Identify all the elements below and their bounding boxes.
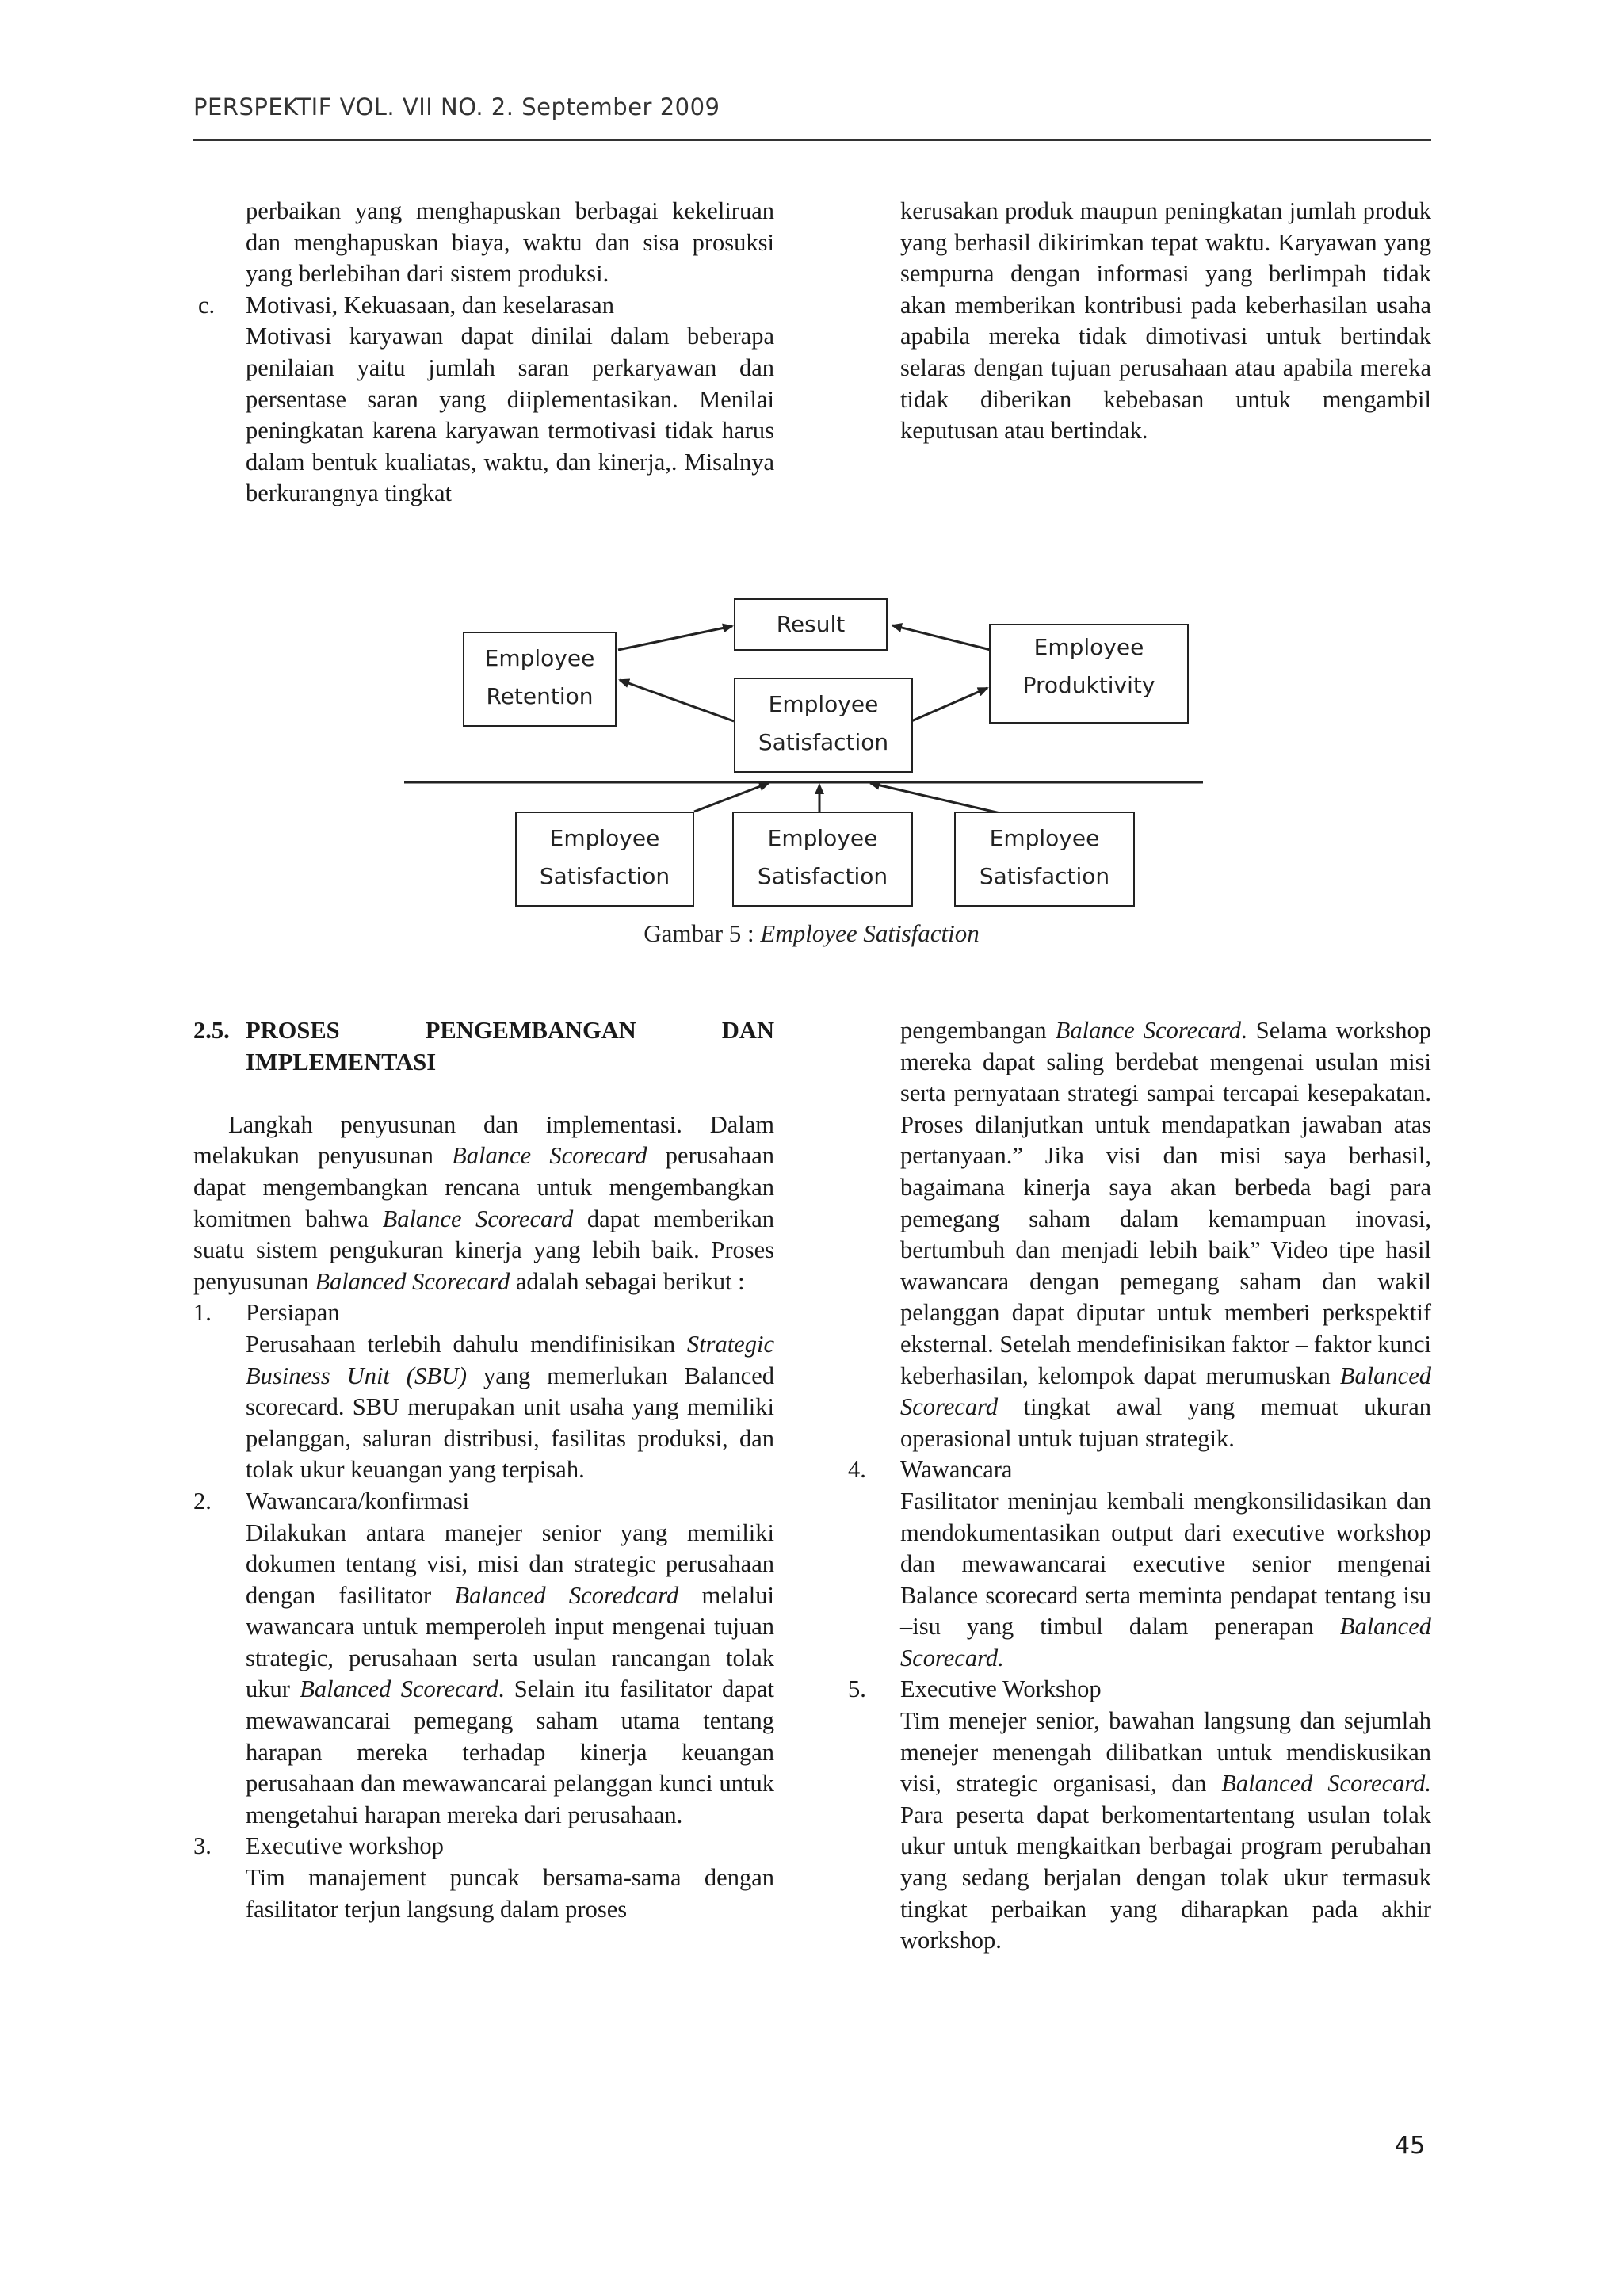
list-item-4-body xyxy=(900,1486,1431,1675)
list-item-5 xyxy=(848,1674,1431,1956)
section-number: 2.5. xyxy=(193,1017,230,1044)
intro-text-e: dapat memberikan suatu sistem pengukuran kinerja yang lebih baik. Proses penyusunan xyxy=(193,1205,774,1295)
caption-italic: Employee Satisfaction xyxy=(760,919,980,947)
item2-text-c: melalui wawancara untuk memperoleh input mengenai tujuan strategic, perusahaan serta usulan rancangan tolak ukur xyxy=(246,1581,774,1703)
section-title-word3: DAN xyxy=(721,1017,774,1044)
list-item-c xyxy=(193,290,774,510)
box-bottom-mid-line2: Satisfaction xyxy=(757,863,888,889)
box-bottom-mid xyxy=(732,812,913,907)
list-item-5-body xyxy=(900,1706,1431,1957)
arrow-satisfaction-to-retention xyxy=(620,680,734,721)
box-bottom-left-line2: Satisfaction xyxy=(539,863,670,889)
box-employee-productivity xyxy=(989,624,1189,724)
item1-text-c: yang memerlukan Balanced scorecard. SBU merupakan unit usaha yang memiliki pelanggan, saluran distribusi, fasilitas produksi, dan tolak ukur keuangan yang terpisah. xyxy=(246,1362,774,1484)
list-item-5-title: Executive Workshop xyxy=(900,1675,1102,1703)
intro-text-g: adalah sebagai berikut : xyxy=(510,1267,745,1295)
item1-text-a: Perusahaan terlebih dahulu mendifinisikan xyxy=(246,1330,687,1358)
arrow-satisfaction-to-productivity xyxy=(911,688,987,721)
section-heading xyxy=(193,1015,774,1078)
intro-italic-f: Balanced Scorecard xyxy=(315,1267,510,1295)
box-bottom-left-line1: Employee xyxy=(549,825,660,851)
item4-italic-b: Balanced Scorecard. xyxy=(900,1613,1431,1671)
list-number-2: 2. xyxy=(193,1487,212,1515)
box-result-label: Result xyxy=(776,611,846,637)
top-right-paragraph: kerusakan produk maupun peningkatan jumlah produk yang berhasil dikirimkan tepat waktu. Karyawan yang sempurna dengan informasi yang berlimpah tidak akan memberikan kontribusi pada keberhasilan usaha apabila mereka tidak dimotivasi untuk bertindak selaras dengan tujuan perusahaan atau apabila mereka tidak diberikan kebebasan untuk mengambil keputusan atau bertindak. xyxy=(900,197,1431,445)
list-item-3 xyxy=(193,1831,774,1925)
item5-text-a: Tim menejer senior, bawahan langsung dan sejumlah menejer menengah dilibatkan untuk mendiskusikan visi, strategic organisasi, dan xyxy=(900,1707,1431,1797)
section-title-line1 xyxy=(246,1015,774,1047)
intro-text-a: Langkah penyusunan dan implementasi. Dalam melakukan penyusunan xyxy=(193,1110,774,1170)
cont-text-e: tingkat awal yang memuat ukuran operasional untuk tujuan strategik. xyxy=(900,1393,1431,1452)
top-left-column xyxy=(193,196,774,510)
intro-text-c: perusahaan dapat mengembangkan rencana untuk mengembangkan komitmen bahwa xyxy=(193,1142,774,1232)
arrow-retention-to-result xyxy=(618,626,732,650)
box-bottom-right-line1: Employee xyxy=(989,825,1100,851)
box-bottom-mid-line1: Employee xyxy=(767,825,878,851)
intro-italic-d: Balance Scorecard xyxy=(382,1205,574,1232)
running-header: PERSPEKTIF VOL. VII NO. 2. September 2009 xyxy=(193,94,720,120)
list-item-2-title: Wawancara/konfirmasi xyxy=(246,1487,470,1515)
section-title-line2: IMPLEMENTASI xyxy=(246,1048,437,1075)
item2-italic-b: Balanced Scoredcard xyxy=(454,1581,679,1609)
cont-text-a: pengembangan xyxy=(900,1017,1056,1044)
box-bottom-left xyxy=(515,812,694,907)
intro-italic-b: Balance Scorecard xyxy=(452,1142,647,1170)
section-title-word1: PROSES xyxy=(246,1017,340,1044)
header-rule xyxy=(193,139,1431,141)
list-number-4: 4. xyxy=(848,1456,866,1484)
arrow-productivity-to-result xyxy=(892,625,991,650)
cont-text-c: . Selama workshop mereka dapat saling berdebat mengenai usulan misi serta pernyataan strategi sampai tercapai kesepakatan. Proses dilanjutkan untuk mendapatkan jawaban atas pertanyaan.” Jika visi dan misi saya berhasil, bagaimana kinerja saya akan berbeda bagi para pemegang saham dalam kemampuan inovasi, bertumbuh dan menjadi lebih baik” Video tipe hasil wawancara dengan pemegang saham dan wakil pelanggan dapat diputar untuk memberi perkspektif eksternal. Setelah mendefinisikan faktor – faktor kunci keberhasilan, kelompok dapat merumuskan xyxy=(900,1017,1432,1389)
box-productivity-line2: Produktivity xyxy=(1022,672,1155,698)
box-satisfaction-line1: Employee xyxy=(768,691,879,717)
item1-italic-b: Strategic Business Unit (SBU) xyxy=(246,1330,774,1389)
list-item-3-title: Executive workshop xyxy=(246,1832,444,1860)
item5-italic-b: Balanced Scorecard. xyxy=(1221,1770,1431,1797)
item3-continued xyxy=(900,1015,1431,1454)
box-retention-line2: Retention xyxy=(486,683,594,709)
box-retention-line1: Employee xyxy=(484,645,595,671)
list-item-2 xyxy=(193,1486,774,1832)
box-bottom-right xyxy=(954,812,1135,907)
box-productivity-line1: Employee xyxy=(1033,634,1144,660)
arrow-bottom-left-up xyxy=(694,783,769,812)
cont-italic-d: Balanced Scorecard xyxy=(900,1362,1431,1421)
list-number-5: 5. xyxy=(848,1675,866,1703)
box-satisfaction-line2: Satisfaction xyxy=(758,729,889,755)
list-item-4 xyxy=(848,1454,1431,1674)
figure-caption xyxy=(0,919,1623,948)
list-number-3: 3. xyxy=(193,1832,212,1860)
list-item-4-title: Wawancara xyxy=(900,1456,1013,1484)
list-item-3-body: Tim manajement puncak bersama-sama dengan fasilitator terjun langsung dalam proses xyxy=(246,1864,774,1923)
list-item-1-body xyxy=(246,1329,774,1486)
caption-prefix: Gambar 5 : xyxy=(643,919,761,947)
box-employee-satisfaction-center xyxy=(734,678,913,773)
list-item-1-title: Persiapan xyxy=(246,1299,340,1327)
cont-italic-b: Balance Scorecard xyxy=(1055,1017,1241,1044)
list-item-1 xyxy=(193,1297,774,1486)
box-bottom-right-line2: Satisfaction xyxy=(979,863,1110,889)
lower-right-column xyxy=(848,1015,1432,1957)
arrow-bottom-right-up xyxy=(870,783,1000,813)
continued-paragraph: perbaikan yang menghapuskan berbagai kekeliruan dan menghapuskan biaya, waktu dan sisa prosuksi yang berlebihan dari sistem produksi. xyxy=(246,197,774,288)
list-item-c-title: Motivasi, Kekuasaan, dan keselarasan xyxy=(246,291,614,319)
list-item-2-body xyxy=(246,1518,774,1832)
intro-paragraph xyxy=(193,1110,774,1298)
list-marker-c: c. xyxy=(198,291,216,319)
page-number: 45 xyxy=(1395,2132,1426,2160)
item2-italic-d: Balanced Scorecard xyxy=(300,1675,498,1703)
item2-text-a: Dilakukan antara manejer senior yang memiliki dokumen tentang visi, misi dan strategic perusahaan dengan fasilitator xyxy=(246,1519,774,1609)
spacer xyxy=(193,1078,774,1110)
box-result xyxy=(734,598,888,651)
list-number-1: 1. xyxy=(193,1299,212,1327)
item4-text-a: Fasilitator meninjau kembali mengkonsilidasikan dan mendokumentasikan output dari executive workshop dan mewawancarai executive senior mengenai Balance scorecard serta meminta pendapat tentang isu –isu yang timbul dalam penerapan xyxy=(900,1487,1431,1641)
item2-text-e: . Selain itu fasilitator dapat mewawancarai pemegang saham utama tentang harapan mereka terhadap kinerja keuangan perusahaan dan mewawancarai pelanggan kunci untuk mengetahui harapan mereka dari perusahaan. xyxy=(246,1675,774,1828)
box-employee-retention xyxy=(463,632,617,727)
top-right-column xyxy=(900,196,1431,447)
lower-left-column xyxy=(193,1015,774,1925)
item5-text-c: Para peserta dapat berkomentartentang usulan tolak ukur untuk mengkaitkan berbagai program perubahan yang sedang berjalan dengan tolak ukur termasuk tingkat perbaikan yang diharapkan pada akhir workshop. xyxy=(900,1801,1431,1954)
section-title-word2: PENGEMBANGAN xyxy=(425,1017,636,1044)
list-item-c-body: Motivasi karyawan dapat dinilai dalam beberapa penilaian yaitu jumlah saran perkaryawan dan persentase saran yang diiplementasikan. Menilai peningkatan karena karyawan termotivasi tidak harus dalam bentuk kualiatas, waktu, dan kinerja,. Misalnya berkurangnya tingkat xyxy=(246,323,774,507)
